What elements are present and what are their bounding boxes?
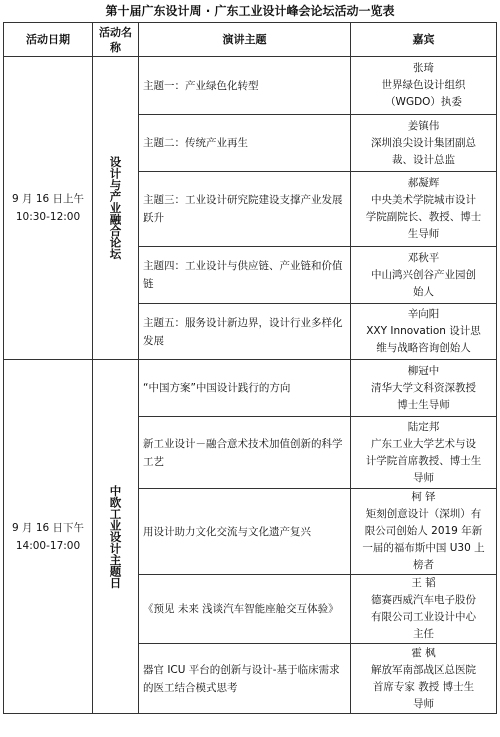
header-name: 活动名称	[93, 23, 139, 57]
guest-title-line: 中山鸿兴创谷产业园创	[371, 268, 476, 281]
guest-title-line: 生导师	[407, 228, 440, 240]
guest-title-line: 导师	[413, 697, 434, 710]
header-row	[4, 23, 497, 57]
guest-name: 柯 铎	[411, 491, 436, 503]
guest-cell	[351, 57, 497, 115]
guest-title-line: 世界绿色设计组织	[381, 79, 466, 91]
guest-title-line: （WGDO）执委	[385, 96, 462, 108]
guest-name: 姜镇伟	[407, 119, 440, 132]
guest-name: 陆定邦	[407, 420, 440, 433]
agenda-table	[3, 22, 497, 714]
guest-title-line: 始人	[413, 285, 434, 298]
topic-cell: 主题三：工业设计研究院建设支撑产业发展跃升	[139, 172, 351, 247]
guest-title-line: 首席专家 教授 博士生	[372, 680, 475, 693]
topic-cell: “中国方案”中国设计践行的方向	[139, 360, 351, 417]
session-name-cell	[93, 360, 139, 714]
topic-cell: 器官 ICU 平台的创新与设计-基于临床需求的医工结合模式思考	[139, 644, 351, 714]
session-name-cell	[93, 57, 139, 360]
topic-cell: 用设计助力文化交流与文化遗产复兴	[139, 489, 351, 575]
guest-title-line: 解放军南部战区总医院	[371, 663, 476, 676]
guest-name: 郝凝辉	[407, 177, 440, 189]
guest-title-line: 德赛西威汽车电子股份	[371, 594, 476, 606]
guest-title-line: 计学院首席教授、博士生	[365, 454, 482, 467]
guest-title-line: 有限公司工业设计中心	[371, 611, 476, 623]
guest-title-line: 深圳浪尖设计集团副总	[371, 136, 476, 149]
header-guest: 嘉宾	[351, 23, 497, 57]
guest-title-line: 主任	[413, 628, 434, 640]
guest-cell	[351, 417, 497, 489]
topic-cell: 《预见 未来 浅谈汽车智能座舱交互体验》	[139, 575, 351, 644]
guest-cell	[351, 360, 497, 417]
guest-title-line: 限公司创始人 2019 年新	[364, 525, 483, 537]
guest-title-line: 一届的福布斯中国 U30 上	[362, 542, 485, 554]
table-row	[4, 360, 497, 417]
guest-title-line: 清华大学文科资深教授	[371, 381, 476, 394]
topic-cell: 新工业设计－融合意术技术加值创新的科学工艺	[139, 417, 351, 489]
session-date-line: 14:00-17:00	[15, 539, 81, 552]
guest-title-line: XXY Innovation 设计思	[366, 325, 481, 337]
guest-cell	[351, 304, 497, 360]
session-date-line: 9 月 16 日下午	[11, 521, 85, 534]
guest-title-line: 学院副院长、教授、博士	[365, 211, 482, 223]
guest-title-line: 裁、设计总监	[392, 153, 455, 166]
guest-cell	[351, 575, 497, 644]
guest-title-line: 博士生导师	[397, 398, 450, 411]
guest-name: 柳冠中	[407, 364, 440, 377]
session-name: 中欧工业设计主题日	[108, 484, 123, 589]
guest-title-line: 榜者	[413, 559, 434, 571]
guest-name: 辛向阳	[407, 308, 440, 320]
guest-name: 张琦	[413, 62, 434, 74]
table-row	[4, 57, 497, 115]
topic-cell: 主题一：产业绿色化转型	[139, 57, 351, 115]
topic-cell: 主题五：服务设计新边界，设计行业多样化发展	[139, 304, 351, 360]
topic-cell: 主题二：传统产业再生	[139, 115, 351, 172]
guest-cell	[351, 489, 497, 575]
header-date: 活动日期	[4, 23, 93, 57]
agenda-body	[4, 57, 497, 714]
guest-title-line: 中央美术学院城市设计	[371, 194, 476, 206]
guest-title-line: 导师	[413, 471, 434, 484]
session-date-line: 9 月 16 日上午	[11, 193, 85, 205]
guest-title-line: 维与战略咨询创始人	[376, 342, 471, 354]
guest-name: 霍 枫	[411, 646, 436, 659]
session-date	[4, 57, 93, 360]
topic-cell: 主题四：工业设计与供应链、产业链和价值链	[139, 247, 351, 304]
guest-cell	[351, 644, 497, 714]
guest-cell	[351, 115, 497, 172]
guest-name: 王 韬	[411, 577, 436, 589]
session-date-line: 10:30-12:00	[15, 211, 81, 223]
guest-title-line: 矩刻创意设计（深圳）有	[365, 508, 482, 520]
guest-cell	[351, 247, 497, 304]
header-topic: 演讲主题	[139, 23, 351, 57]
guest-cell	[351, 172, 497, 247]
guest-name: 邓秋平	[407, 251, 440, 264]
session-date	[4, 360, 93, 714]
guest-title-line: 广东工业大学艺术与设	[371, 437, 476, 450]
session-name: 设计与产业融合论坛	[108, 156, 123, 260]
document-title: 第十届广东设计周 · 广东工业设计峰会论坛活动一览表	[105, 4, 395, 18]
